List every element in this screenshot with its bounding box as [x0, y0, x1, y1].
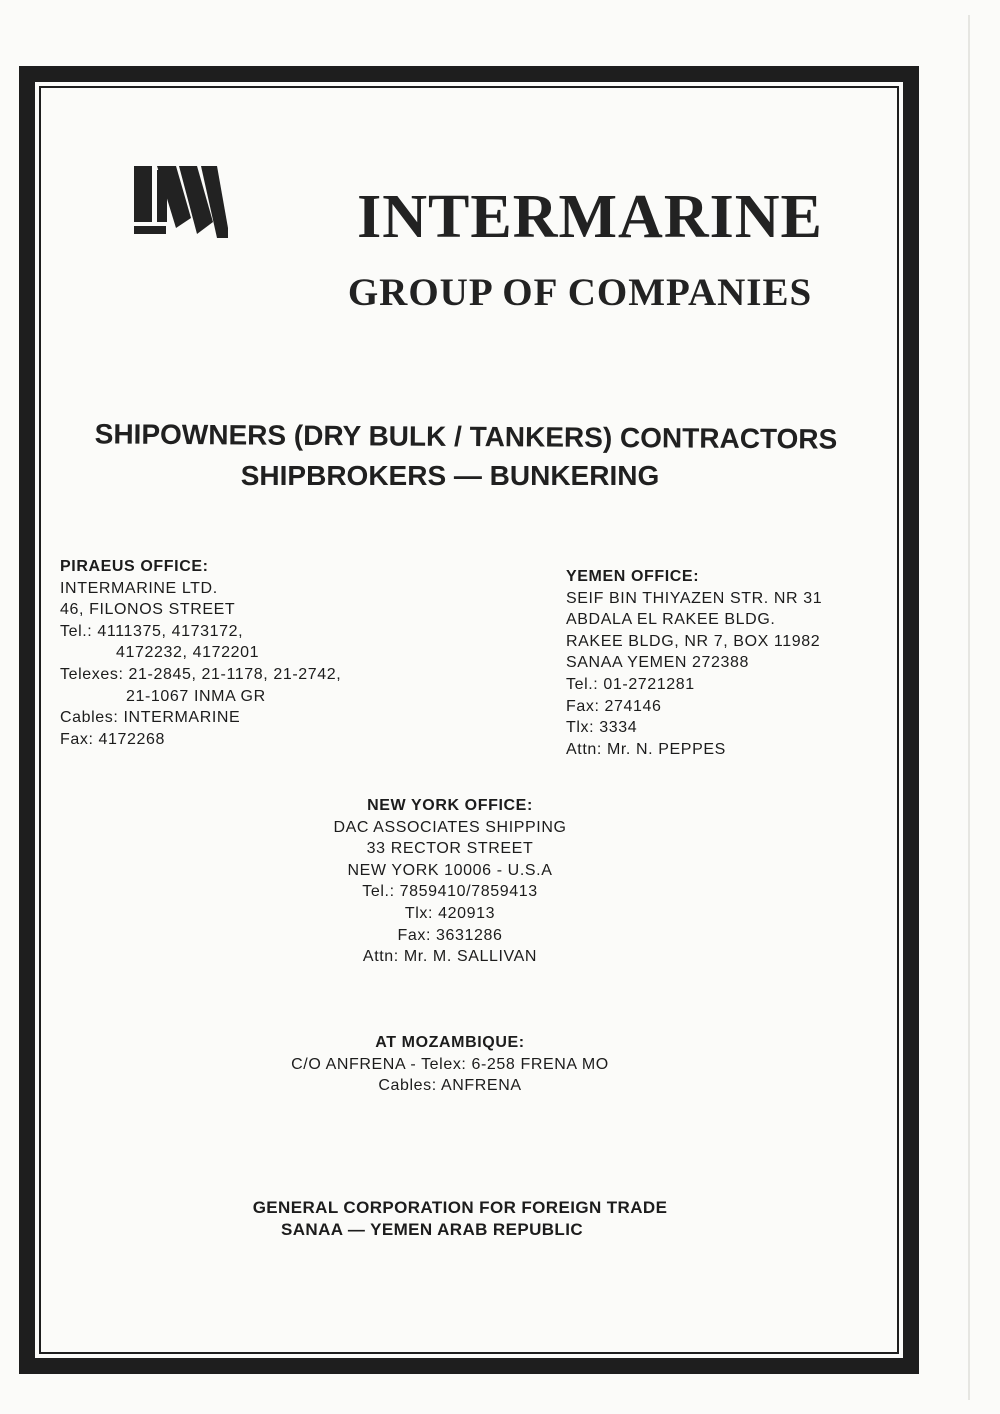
company-subtitle: GROUP OF COMPANIES: [347, 271, 813, 314]
services-line-1: SHIPOWNERS (DRY BULK / TANKERS) CONTRACTORS: [94, 418, 838, 455]
yemen-telex-line: Tlx: 3334: [566, 719, 638, 737]
newyork-address-line: NEW YORK 10006 - U.S.A: [347, 861, 553, 879]
newyork-attention-line: Attn: Mr. M. SALLIVAN: [362, 948, 538, 966]
yemen-phone-line: Tel.: 01-2721281: [566, 675, 695, 693]
piraeus-telex-line: Telexes: 21-2845, 21-1178, 21-2742,: [60, 665, 342, 683]
yemen-address-line: ABDALA EL RAKEE BLDG.: [566, 611, 776, 629]
page-edge-shadow: [968, 15, 970, 1400]
piraeus-address-line: INTERMARINE LTD.: [60, 579, 218, 597]
piraeus-office-heading: PIRAEUS OFFICE:: [60, 558, 209, 575]
intermarine-logo-icon: [131, 166, 229, 238]
mozambique-cables-line: Cables: ANFRENA: [378, 1077, 522, 1095]
piraeus-cables-line: Cables: INTERMARINE: [60, 709, 241, 727]
yemen-address-line: SEIF BIN THIYAZEN STR. NR 31: [566, 589, 823, 607]
piraeus-phone-line: 4172232, 4172201: [116, 644, 260, 662]
company-title: INTERMARINE: [357, 183, 823, 251]
piraeus-office-block: [60, 556, 341, 750]
newyork-telex-line: Tlx: 420913: [404, 904, 496, 922]
footer-corporation-line: GENERAL CORPORATION FOR FOREIGN TRADE: [252, 1198, 668, 1217]
mozambique-block: [240, 1032, 660, 1097]
yemen-address-line: RAKEE BLDG, NR 7, BOX 11982: [566, 632, 821, 650]
piraeus-address-line: 46, FILONOS STREET: [60, 601, 236, 619]
mozambique-telex-line: C/O ANFRENA - Telex: 6-258 FRENA MO: [291, 1055, 609, 1073]
yemen-attention-line: Attn: Mr. N. PEPPES: [566, 740, 726, 758]
newyork-fax-line: Fax: 3631286: [397, 926, 503, 944]
footer-location-line: SANAA — YEMEN ARAB REPUBLIC: [280, 1220, 584, 1239]
yemen-office-heading: YEMEN OFFICE:: [566, 568, 700, 585]
yemen-fax-line: Fax: 274146: [566, 697, 662, 715]
piraeus-fax-line: Fax: 4172268: [60, 730, 166, 748]
mozambique-heading: AT MOZAMBIQUE:: [375, 1034, 525, 1051]
newyork-address-line: 33 RECTOR STREET: [366, 840, 534, 858]
newyork-phone-line: Tel.: 7859410/7859413: [362, 883, 538, 901]
newyork-office-block: [300, 795, 600, 968]
yemen-office-block: [566, 566, 822, 760]
piraeus-telex-line: 21-1067 INMA GR: [126, 687, 266, 705]
piraeus-phone-line: Tel.: 4111375, 4173172,: [60, 622, 244, 640]
services-line-2: SHIPBROKERS — BUNKERING: [240, 460, 660, 491]
newyork-office-heading: NEW YORK OFFICE:: [367, 797, 533, 814]
yemen-address-line: SANAA YEMEN 272388: [566, 654, 750, 672]
newyork-address-line: DAC ASSOCIATES SHIPPING: [333, 818, 567, 836]
